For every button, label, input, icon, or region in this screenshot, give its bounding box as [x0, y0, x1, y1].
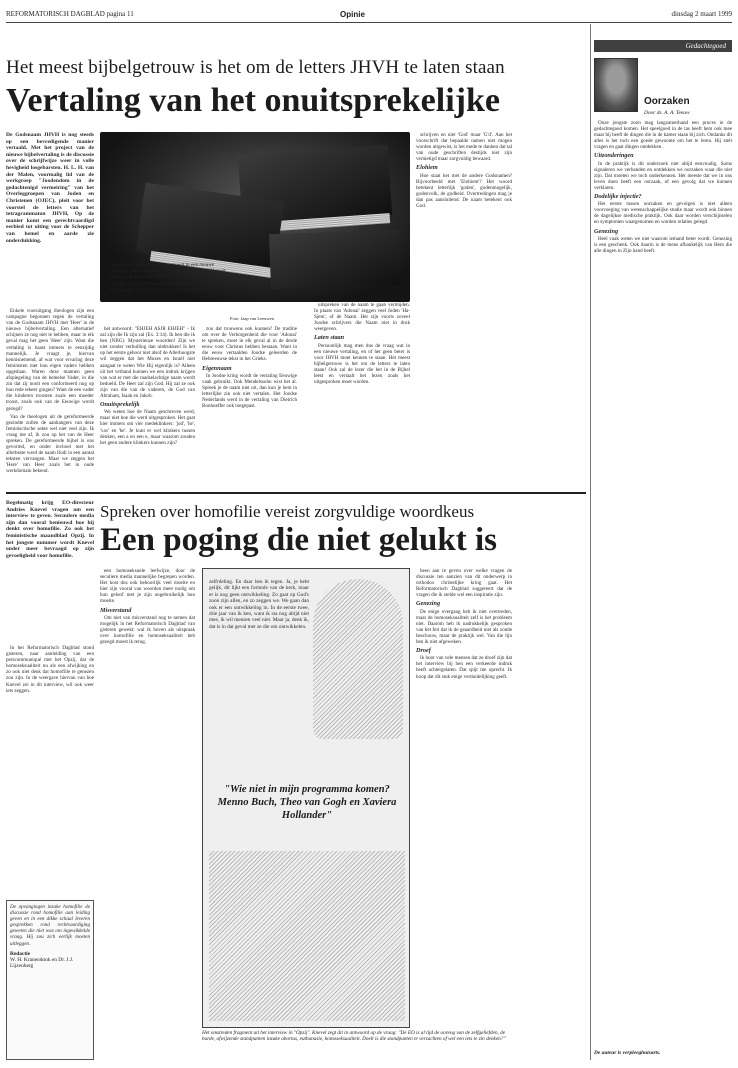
- interview-fragment: zelfrdeling. En daar ben ik tegen. Ja, je hebt gelijk, dit lijkt een formule van de kerk, maar er is nog geen ontwikkeling. Zo gaat op God's zoon zijn allen, en zo zeggen we. We gaan dan ook er een ontwikkeling in. In de eerste twee, drie jaar van ik ken, want ik sta nog altijd niet mee, ik wil mensen veel niet. Maar ja, denk ik, dat is in dat geval met ze die om ontwikkelen.: [209, 579, 309, 630]
- pull-quote: "Wie niet in mijn programma komen? Menno Buch, Theo van Gogh en Xaviera Hollander": [217, 784, 397, 821]
- sidebar-title: Oorzaken: [644, 96, 690, 107]
- article-divider: [6, 492, 586, 494]
- article1-column-5: [416, 132, 512, 486]
- article2-column-1: [6, 645, 94, 895]
- subhead-laten-staan: Laten staan: [314, 334, 345, 342]
- article1-col5-text: schrijven en niet 'God' maar 'G'd'. Aan het voorschrift dat bepaalde namen niet mogen worden uitgewist, is het mede te danken dat tal van oude geschriften destijds niet zijn vernietigd maar zorgvuldig bewaard.: [416, 132, 512, 163]
- section-name: Opinie: [340, 10, 365, 19]
- article2-col2-text: een homoseksuele leefwijze, door de seculiere media mannelijke begrepen worden. Het kost dus ook behoorlijk veel moeite en hier zijn vooral van woorden meer nodig om hun geloof met je zijn ongebruikelijk hun moeite.: [100, 568, 195, 605]
- article1-col4b-text: Persoonlijk mag men dus de vraag wat in een nieuwe vertaling, en of het geen beter is voor JHVH moet kennen te staan. Het meest bijbelgetrouw is het om de letters te laten staan! Ook zal de lezer die het in de Bijbel leest en vertaalt het lezen zoals het uitgesproken moet worden.: [314, 342, 410, 386]
- sidebar-divider: [590, 24, 591, 1060]
- article2-col5-text: heen aan te geven over welke vragen de discussie ten aanzien van dit onderwerp in orthodox christelijke kring gaat. Het Reformatorisch Dagblad suggereert dat de vragen die ik stelde wel een inspiratie zijn.: [416, 568, 512, 599]
- article2-col2b-text: Om niet van misverstand nog te nemen dat mogelijk in het Reformatorisch Dagblad van gisteren gewekt: wat ik boven als uitspraak over homofilie en homoseksualiteit heb gezegd moest ik terug.: [100, 614, 195, 646]
- inset-credit: Redactie: [10, 950, 31, 957]
- sidebar-byline: Door ds. A. A. Teeuw: [644, 110, 690, 116]
- article1-col3b-text: In Joodse kring wordt de vertaling Eeuwige vaak gebruikt. Ook Mendelssohn wist het al. Spreek je de naam niet uit, dan kun je hem in letterlijke zin ook niet vertalen. Het Joodse Nederlands werd in de vertaling van Dietrich Bonhoeffer ook toegepast.: [202, 372, 297, 410]
- article1-col3-text: zou dat trouwens ook kunnen? De traditie om over de Verborgenheid die voor 'Adonai' te spreken, moet in elk geval al in de derde eeuw voor Christus hebben bestaan. Want in die eeuw vertaalden Joodse geleerden de Hebreeuwse tekst in het Grieks.: [202, 326, 297, 363]
- inset-box: [6, 900, 94, 1060]
- cartoon-figure: [313, 579, 403, 739]
- interview-cartoon: [202, 568, 410, 1028]
- subhead-onuitsprekelijk: Onuitsprekelijk: [100, 401, 140, 409]
- subhead-droef: Droef: [416, 647, 431, 655]
- sidebar-body-4: Heel vaak weten we niet waarom iemand beter wordt. Genezing is een geschenk. Ook daarin is de mens afhankelijk van Hem die alle dingen in Zijn hand heeft.: [594, 235, 732, 254]
- article2-col1-text: In het Reformatorisch Dagblad stond gisteren, naar aanleiding van een perscommuniqué met het Opzij, dat de homoseksualiteit nu als een afwijking en zo ook niet denk dat homofilie te genezen zou zijn. In de weergave hiervan van hoe Knevel zei in dit interview, wil ook weer iets zeggen.: [6, 645, 94, 694]
- runner-left: REFORMATORISCH DAGBLAD pagina 11: [6, 10, 134, 18]
- article1-col1b-text: Van de theologen uit de gereformeerde gezindte zullen de aanhangers van deze feminisctische sekte wel niet veel zijn. Ik vraag me af, ik zou op het van de Heer spreken. De gereformeerde bijbel is ons gevormd, en onder invloed met het allerbeste werd de naam Ilodi in een aantal teksten vervangen. Maar we zeggen het 'Here' van Heer zoals het in oude werkdomain bekend.: [6, 413, 94, 475]
- article1-column-1: [6, 308, 94, 488]
- article1-kicker: Het meest bijbelgetrouw is het om de letters JHVH te laten staan: [6, 57, 505, 78]
- subhead-dodelijke-injectie: Dodelijke injectie?: [594, 193, 642, 201]
- subhead-misverstand: Misverstand: [100, 606, 132, 614]
- book-right: [269, 230, 401, 290]
- article1-column-4: [314, 302, 410, 486]
- subhead-uitzonderingen: Uitzonderingen: [594, 152, 634, 160]
- header-rule: [6, 22, 732, 23]
- article2-column-5: [416, 568, 512, 1038]
- subhead-genezing: Genezing: [416, 600, 441, 608]
- article1-col4-text: uitspreken van de naam te gaan vermijden. In plaats van 'Adonai' zeggen veel Joden 'Ha-Sjem', of de Naam. Het zijn voorts zoveel Joodse schrijvers die Naam niet in druk weergeven.: [314, 302, 410, 333]
- runner-date: dinsdag 2 maart 1999: [671, 10, 732, 18]
- inset-text: De opvangingen inzake homofilie de discussie rond homofilie aan leiding geven en in een dikke schaal leveren gesprekken rond rechtvaardiging geweten die niet was om ingewikkelde vraag. Hij zou zich eerlijk moeten uitleggen.: [10, 904, 90, 947]
- article1-photo-credit: Foto: Jaap van Leeuwen: [230, 316, 274, 321]
- author-photo: [594, 58, 638, 112]
- article2-col5c-text: Ik hoor van vele mensen dat ze droef zijn dat het interview bij hen een verkeerde indruk heeft achtergelaten. Dat spijt me oprecht. Ik hoop dat dit stuk enige verduidelijking geeft.: [416, 655, 512, 680]
- subhead-eigennaam: Eigennaam: [202, 364, 232, 372]
- article2-headline: Een poging die niet gelukt is: [100, 522, 497, 558]
- article1-intro: De Godsnaam JHVH is nog steeds op een bevredigende manier vertaald. Met het project van de nieuwe bijbelvertaling is de discussie over de schrijfwijze weer in volle hevigheid losgebarsten. H. L. H. van der Malen, voormalig lid van de werkgroep "Joodendom in de gedachtenigd vermeiring" van het Overleggroepen van Joden en Christenen (OJEC), pleit voor het voorstel de letters van het tetragrammaton JHVH, Op de manier komt een gerechtvaardigd eerbied tot uiting voor de Schepper van hemel en aarde zie onderdukking.: [6, 132, 94, 244]
- subhead-elohiem: Elohiem: [416, 164, 438, 172]
- sidebar-label: Gedachtegoed: [594, 40, 732, 52]
- sidebar-body: [594, 120, 732, 1050]
- inset-name: W. H. Kranendonk en Dr. J.J. Lijzenberg: [10, 956, 74, 969]
- sidebar-body-3: Het eerste tussen oorzaken en gevolgen is niet alleen voorvoeging van wetenschappelijke studie maar wordt ook binnen de dagelijkse medische praktijk. Ook daar worden verschijnselen en symptomen waargenomen en worden relaties gelegd.: [594, 201, 732, 226]
- sidebar-body-2: In de praktijk is dit onderzoek niet altijd eenvoudig. Soms signaleren we verbanden en ontdekken we oorzaken waar die niet zijn. Dat moeten we toch onderkennen. Het meeste dat we in ons leven doen heeft een oorzaak, of een gevolg dat we kunnen verklaren.: [594, 160, 732, 191]
- subhead-sidebar-genezing: Genezing: [594, 227, 619, 235]
- article2-column-2: [100, 568, 195, 1038]
- article1-col5b-text: Hoe staat het met de andere Godsnamen? Bijvoorbeeld met 'Elohiem'? Het woord betekent letterlijk 'goden', godenmogelijk, godenvolk, de godheid. Overtredingen mag je dan pas aansluitend. De naam betekent ook God.: [416, 172, 512, 210]
- sidebar-footer: De auteur is verpleeghuisarts.: [594, 1050, 661, 1056]
- article1-col1-text: Enkele vooruitgang theologen zijn een campagne begonnen tegen de vertaling van de Godsnaam JHVH met 'Heer' in de nieuwe bijbelvertaling. Een alternatief schijnen ze nog niet te hebben, maar in elk geval mag het geen 'Heer' zijn. Want die vertaling is haast immers te eenzijdig mannelijk. Je vraagt je, hiervan kennisnemend, af wat voor ervaring deze feministen met hun eigen vaders hebben opgedaan. Waren deze mannen geen afspiegeling van de hemelse Vader, in die zin dat zij nooit een conformeerd nog op hun rede tekeer gingen? Want de een vader die kinderen troosten zoals een moeder troost, zoals ook van de Eeuwige wordt gezegd?: [6, 308, 94, 412]
- article1-col2b-text: We weten hoe de Naam geschreven werd, maar niet hoe die werd uitgesproken. Het gaat hier immers om vier medeklinkers: 'jod', 'he', 'vav' en 'he'. Je kunt er wel klinkers tussen denken, een a en een e, maar waarom zouden het geen andere klinkers kunnen zijn?: [100, 409, 195, 446]
- article1-column-2: [100, 326, 195, 486]
- article1-headline: Vertaling van het onuitsprekelijke: [6, 82, 500, 119]
- cartoon-lower-art: [209, 851, 405, 1021]
- article1-column-3: [202, 326, 297, 486]
- article1-caption: "Jesaja stijl mijn stem de vraag wat in een nieuwe vertaling, om in de gevers te lezen hoe men JHVH moet lezen: is de Heer wat 'Here' de Here? Ook al weten we wat hoe we de allerhoogste Heilige lezen, de Naam wel afkondigen. Het 'Heer' Zijn Naam voor eeuwig'": [110, 262, 226, 293]
- article2-caption: Het omstreden fragment uit het interview in "Opzij". Knevel zegt dit in antwoord op de vraag: "De EO is al tijd de ooreog van de zelfgeliefden, de harde, afwijzende standpunten inzake abortus, euthanasie, homoseksualiteit. Doelt is die standpunten te verzachten of wel een iets te zin denken?": [202, 1030, 506, 1043]
- article2-intro: Regelmatig krijg EO-directeur Andries Knevel vragen om een interview te geven. Secuulere media zijn dan vooral benieuwd hoe hij denkt over homofilie. Zo ook het feministische maandblad Opzij. In het jongste nummer wordt Knevel onder meer bevraagd op zijn gevoeligheid voor homofilie.: [6, 500, 94, 559]
- article2-kicker: Spreken over homofilie vereist zorgvuldige woordkeus: [100, 502, 475, 521]
- sidebar-body-1: Onze jongste zoon mag langzamerhand een proces in de gedachtegoed komen. Het speelgoed in de tas heeft hem ook mee maar hij heeft de dingen die in de kamer staan bij zich. Ondanks dit alles is het toch een goede gewoonte om het te leren. Hij stelt vragen en gaat dingen ontdekken.: [594, 120, 732, 151]
- article2-col5b-text: De enige overgang heb ik niet overtreden, maar de homoseksualiteit zelf is het probleem niet. Daarom heb ik nadrukkelijk gesproken van het feit dat ik de geaardheid niet als zonde beschouw, maar de praktijk wel. Van die lijn ben ik niet afgeweken.: [416, 608, 512, 646]
- article1-col2-text: het antwoord: "EHJEH ASJR EHJEH" - Ik zal zijn die Ik zijn zal (Ex. 3:14). Ik ben die ik ben (NBG). Mysterieuze woorden! Zijn we niet zonder verhulling dan uitdrukken! Is het op het eerste gehoor niet alsof de Allerhoogste wil zeggen dat het Mozes en Israël niet aangaat te weten Wie Hij eigenlijk is? Alleen uit het verband kunnen we een indruk krijgen van wat er met die raadselachtige naam wordt bedoeld. De Heer zal zijn God. Hij zal ze ook zijn van die van de vaderen, de God van Abraham, Isaak en Jakob.: [100, 326, 195, 400]
